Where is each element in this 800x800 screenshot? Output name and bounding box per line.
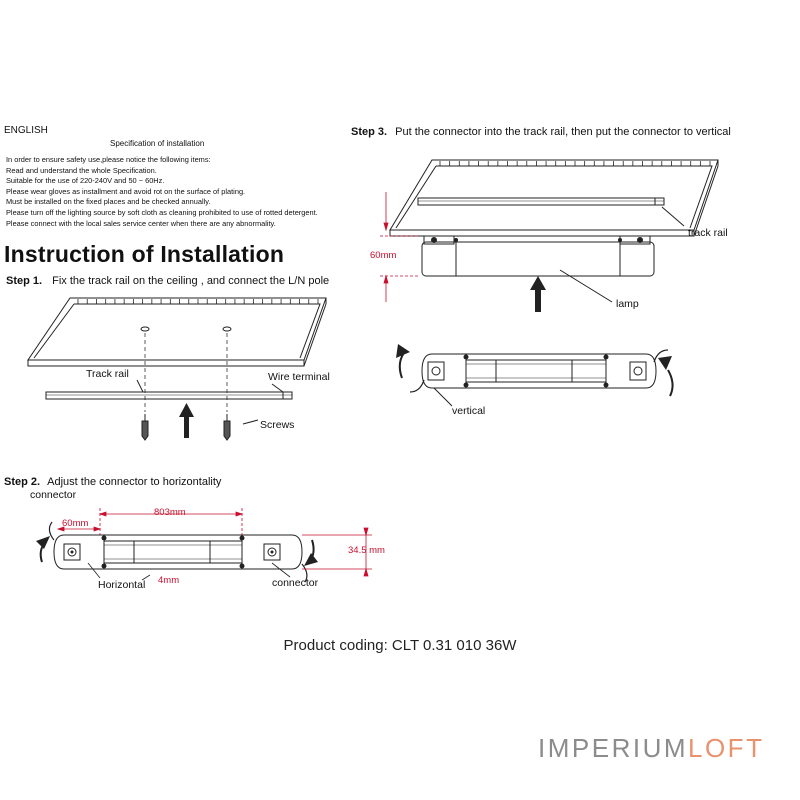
- up-arrow-icon: [530, 276, 546, 312]
- product-coding: Product coding: CLT 0.31 010 36W: [283, 637, 517, 654]
- label-screws: Screws: [260, 419, 295, 431]
- brand-part1: IMPERIUM: [538, 733, 688, 763]
- step3-number: Step 3.: [351, 126, 388, 138]
- spec-line: In order to ensure safety use,please notice the following items:: [6, 155, 211, 164]
- brand-logo: [538, 733, 764, 764]
- spec-line: Please connect with the local sales service center when there are any abnormality.: [6, 218, 276, 228]
- step1-number: Step 1.: [6, 275, 43, 287]
- step3-text: Put the connector into the track rail, then put the connector to vertical: [395, 126, 731, 138]
- dim-34-5mm: 34.5 mm: [348, 545, 385, 556]
- dim-4mm: 4mm: [158, 575, 180, 586]
- track-rail-step3: [418, 198, 664, 205]
- dim-60mm-step2: 60mm: [62, 518, 89, 529]
- step2-text: Adjust the connector to horizontality: [47, 476, 222, 488]
- label-vertical: vertical: [452, 405, 486, 417]
- step1-text: Fix the track rail on the ceiling , and connect the L/N pole: [52, 275, 330, 287]
- label-wire-terminal: Wire terminal: [268, 371, 330, 383]
- spec-line: Suitable for the use of 220-240V and 50 ~ 60Hz.: [6, 176, 165, 186]
- spec-line: Please wear gloves as installment and avoid rot on the surface of plating.: [6, 186, 246, 196]
- spec-title: Specification of installation: [110, 139, 205, 148]
- language-label: ENGLISH: [4, 125, 48, 136]
- step2-number: Step 2.: [4, 476, 41, 488]
- dim-803mm: 803mm: [154, 507, 186, 518]
- page-title: Instruction of Installation: [4, 241, 285, 267]
- label-lamp: lamp: [616, 298, 639, 310]
- rotate-arrow-right-step3: [668, 370, 673, 396]
- spec-line: Must be installed on the fixed places and be checked annually.: [6, 197, 211, 207]
- brand-part2: LOFT: [688, 733, 765, 763]
- spec-line: Please turn off the lighting source by soft cloth as cleaning prohibited to use of rotted detergent.: [6, 207, 318, 217]
- spec-line: Read and understand the whole Specification.: [6, 165, 157, 175]
- lamp-vertical-body: [422, 354, 656, 388]
- lamp-step3: [422, 242, 654, 276]
- dim-60mm-step3: 60mm: [370, 250, 397, 261]
- label-connector-top: connector: [30, 489, 77, 501]
- label-connector: connector: [272, 577, 319, 589]
- label-track-rail-step3: track rail: [688, 227, 728, 239]
- label-track-rail: Track rail: [86, 368, 129, 380]
- label-horizontal: Horizontal: [98, 579, 146, 591]
